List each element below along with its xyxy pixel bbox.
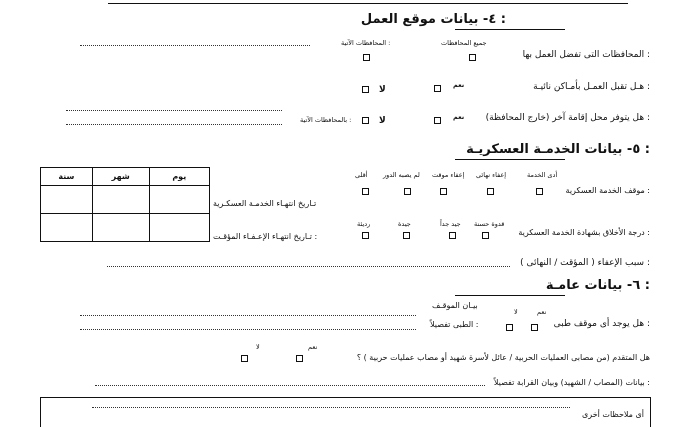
end-month-cell[interactable] (92, 186, 149, 214)
military-status-label: موقف الخدمة العسكرية : (565, 186, 650, 195)
war-injury-question: هل المتقدم (من مصابى العمليات الحربية / عائل لأسرة شهيد أو مصاب عمليات حربية ) ؟ (356, 353, 650, 362)
all-governorates-checkbox[interactable] (469, 54, 476, 61)
status-temp-exempt-checkbox[interactable] (440, 188, 447, 195)
remote-yes-checkbox[interactable] (434, 85, 441, 92)
temp-day-cell[interactable] (149, 214, 209, 242)
war-yes-checkbox[interactable] (296, 355, 303, 362)
status-final-exempt-checkbox[interactable] (487, 188, 494, 195)
injured-person-data-label: بيانات (المصاب / الشهيد) وبيان القرابة تفصيلاً : (493, 378, 650, 387)
col-day: يوم (149, 168, 209, 186)
conduct-good-checkbox[interactable] (403, 232, 410, 239)
status-lesser-checkbox[interactable] (362, 188, 369, 195)
option-all-governorates-label: جميع المحافظات (441, 39, 487, 47)
war-yes-label: نعم (308, 343, 318, 351)
status-option-not-called: لم يصبه الدور (383, 171, 420, 179)
medical-yes-checkbox[interactable] (531, 324, 538, 331)
residence-no-label: لا (379, 116, 386, 126)
alternate-residence-question: هل يتوفر محل إقامة آخر (خارج المحافظة) : (485, 113, 650, 123)
conduct-poor-checkbox[interactable] (362, 232, 369, 239)
status-option-served: أدى الخدمة (527, 171, 558, 179)
status-option-lesser: أقلى (355, 171, 368, 179)
conduct-option-good: جيدة (398, 220, 411, 228)
residence-yes-checkbox[interactable] (434, 117, 441, 124)
conduct-option-poor: رديئة (357, 220, 371, 228)
status-option-temp-exempt: إعفاء موقت (432, 171, 465, 179)
col-year: سنة (41, 168, 93, 186)
status-not-called-checkbox[interactable] (404, 188, 411, 195)
col-month: شهر (92, 168, 149, 186)
military-end-date-label: تـاريخ انتهـاء الخدمـة العسكـرية (213, 199, 317, 208)
residence-no-checkbox[interactable] (362, 117, 369, 124)
status-served-checkbox[interactable] (536, 188, 543, 195)
section-6-title: ٦- بيانات عامـة : (545, 278, 650, 293)
end-year-cell[interactable] (41, 186, 93, 214)
conduct-grade-label: درجة الأخلاق بشهادة الخدمة العسكرية : (518, 228, 650, 237)
section-5-title: ٥- بيانات الخدمـة العسكريـة : (466, 142, 650, 157)
governorate-preference-question: المحافظات التى تفضل العمل بها : (522, 50, 650, 60)
remote-yes-label: نعم (453, 81, 465, 89)
war-no-label: لا (256, 343, 260, 351)
other-notes-label: أى ملاحظات أخرى (582, 410, 644, 419)
option-following-governorates-label: المحافظات الآتية : (341, 39, 391, 47)
war-no-checkbox[interactable] (241, 355, 248, 362)
dates-table (40, 167, 210, 242)
remote-no-label: لا (379, 85, 386, 95)
conduct-option-very-good: جيد جداً (440, 220, 461, 228)
medical-no-checkbox[interactable] (506, 324, 513, 331)
status-option-final-exempt: إعفاء نهائى (476, 171, 507, 179)
conduct-very-good-checkbox[interactable] (449, 232, 456, 239)
medical-no-label: لا (514, 308, 518, 316)
remote-no-checkbox[interactable] (362, 86, 369, 93)
medical-status-label: بيـان الموقـف (432, 301, 478, 310)
remote-work-question: هـل تقبل العمـل بأمـاكن نائيـة : (533, 82, 650, 92)
conduct-exemplary-checkbox[interactable] (482, 232, 489, 239)
end-day-cell[interactable] (149, 186, 209, 214)
temp-exemption-end-label: تـاريخ انتهـاء الإعـفـاء المؤقـت : (213, 232, 318, 241)
medical-yes-label: نعم (537, 308, 547, 316)
section-4-title: ٤- بيانات موقع العمل : (360, 12, 506, 27)
temp-year-cell[interactable] (41, 214, 93, 242)
conduct-option-exemplary: قدوة حسنة (474, 220, 505, 228)
residence-governorates-label: بالمحافظات الآتية : (300, 116, 352, 124)
medical-details-label: الطبى تفصيلاً : (430, 320, 479, 329)
temp-month-cell[interactable] (92, 214, 149, 242)
following-governorates-checkbox[interactable] (363, 54, 370, 61)
exemption-reason-label: سبب الإعفاء ( المؤقت / النهائى ) : (520, 258, 650, 268)
medical-condition-question: هل يوجد أى موقف طبى : (553, 319, 650, 329)
residence-yes-label: نعم (453, 113, 465, 121)
